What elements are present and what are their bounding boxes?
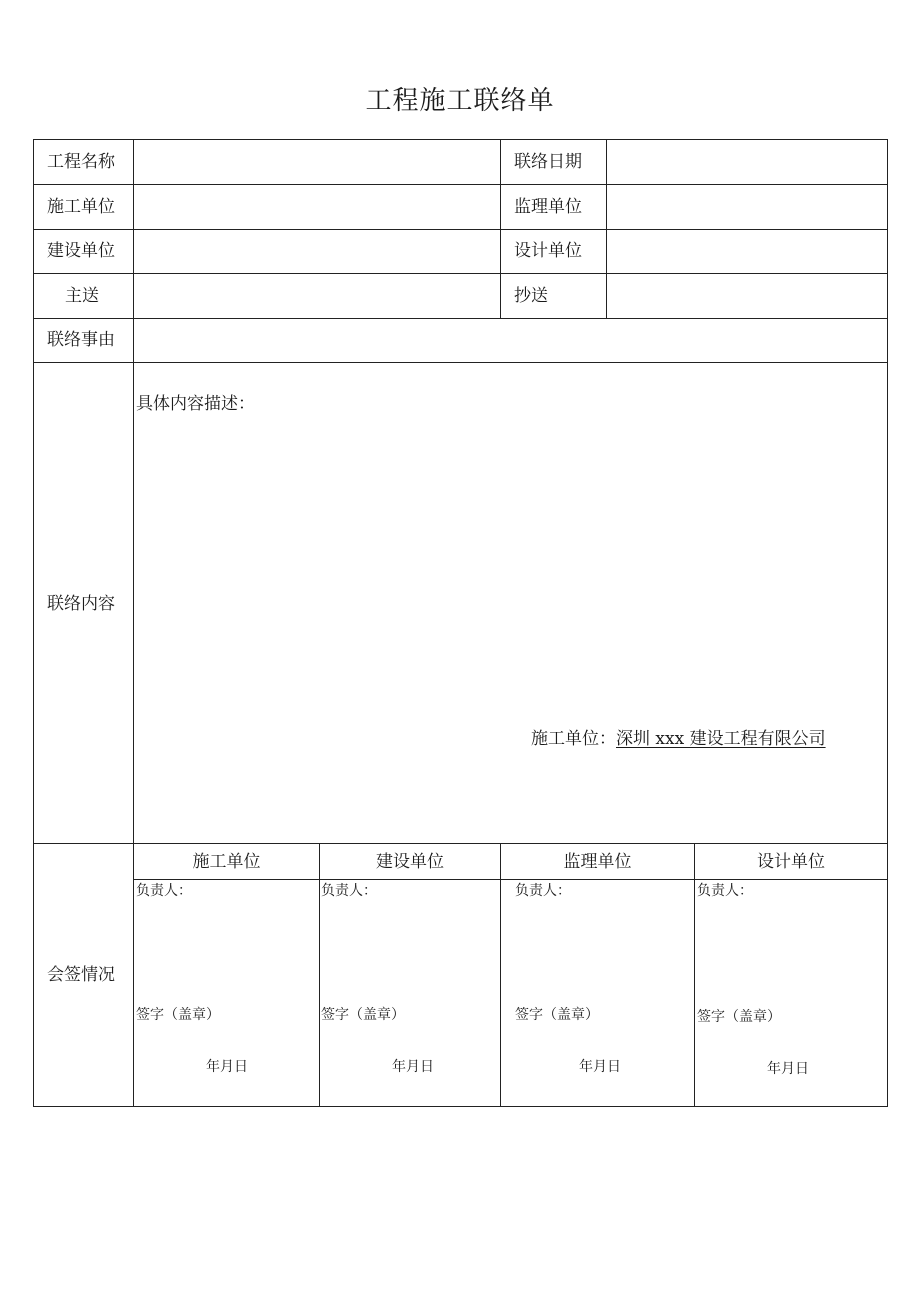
table-border-top xyxy=(33,139,888,140)
date-label: 年月日 xyxy=(206,1059,248,1075)
table-border-bottom xyxy=(33,1106,888,1107)
row-divider xyxy=(33,362,888,363)
signoff-header-supervision: 监理单位 xyxy=(563,852,632,872)
signoff-label: 会签情况 xyxy=(47,965,115,985)
table-border-left xyxy=(33,139,34,1107)
content-label: 联络内容 xyxy=(47,594,115,614)
owner-unit-label: 建设单位 xyxy=(47,241,115,261)
person-in-charge-label: 负责人： xyxy=(321,883,377,899)
row-divider xyxy=(33,184,888,185)
date-label: 年月日 xyxy=(579,1059,621,1075)
copy-send-label: 抄送 xyxy=(514,286,548,306)
column-divider xyxy=(500,139,501,319)
supervision-unit-label: 监理单位 xyxy=(514,197,582,217)
signoff-column-divider xyxy=(694,843,695,1107)
signoff-column-divider xyxy=(319,843,320,1107)
contact-date-label: 联络日期 xyxy=(514,152,582,172)
signoff-header-owner: 建设单位 xyxy=(376,852,444,872)
person-in-charge-label: 负责人： xyxy=(136,883,192,899)
unit-name: 深圳 xxx 建设工程有限公司 xyxy=(616,729,826,749)
reason-label: 联络事由 xyxy=(47,330,115,350)
column-divider xyxy=(606,139,607,319)
person-in-charge-label: 负责人： xyxy=(697,883,753,899)
signature-stamp-label: 签字（盖章） xyxy=(697,1009,781,1025)
person-in-charge-label: 负责人： xyxy=(515,883,571,899)
signature-stamp-label: 签字（盖章） xyxy=(321,1007,405,1023)
description-label: 具体内容描述： xyxy=(136,394,255,414)
signoff-header-construction: 施工单位 xyxy=(192,852,261,872)
signature-stamp-label: 签字（盖章） xyxy=(515,1007,599,1023)
table-border-right xyxy=(887,139,888,1107)
unit-label: 施工单位： xyxy=(531,729,616,749)
row-divider xyxy=(33,843,888,844)
design-unit-label: 设计单位 xyxy=(514,241,582,261)
label-column-divider xyxy=(133,139,134,1107)
signoff-header-design: 设计单位 xyxy=(757,852,825,872)
main-send-label: 主送 xyxy=(65,286,99,306)
row-divider xyxy=(33,318,888,319)
date-label: 年月日 xyxy=(392,1059,434,1075)
page-title: 工程施工联络单 xyxy=(365,86,555,116)
construction-unit-signature xyxy=(531,729,826,749)
project-name-label: 工程名称 xyxy=(47,152,115,172)
date-label: 年月日 xyxy=(767,1061,809,1077)
signoff-header-divider xyxy=(133,879,888,880)
construction-unit-label: 施工单位 xyxy=(47,197,115,217)
row-divider xyxy=(33,273,888,274)
signature-stamp-label: 签字（盖章） xyxy=(136,1007,220,1023)
signoff-column-divider xyxy=(500,843,501,1107)
row-divider xyxy=(33,229,888,230)
